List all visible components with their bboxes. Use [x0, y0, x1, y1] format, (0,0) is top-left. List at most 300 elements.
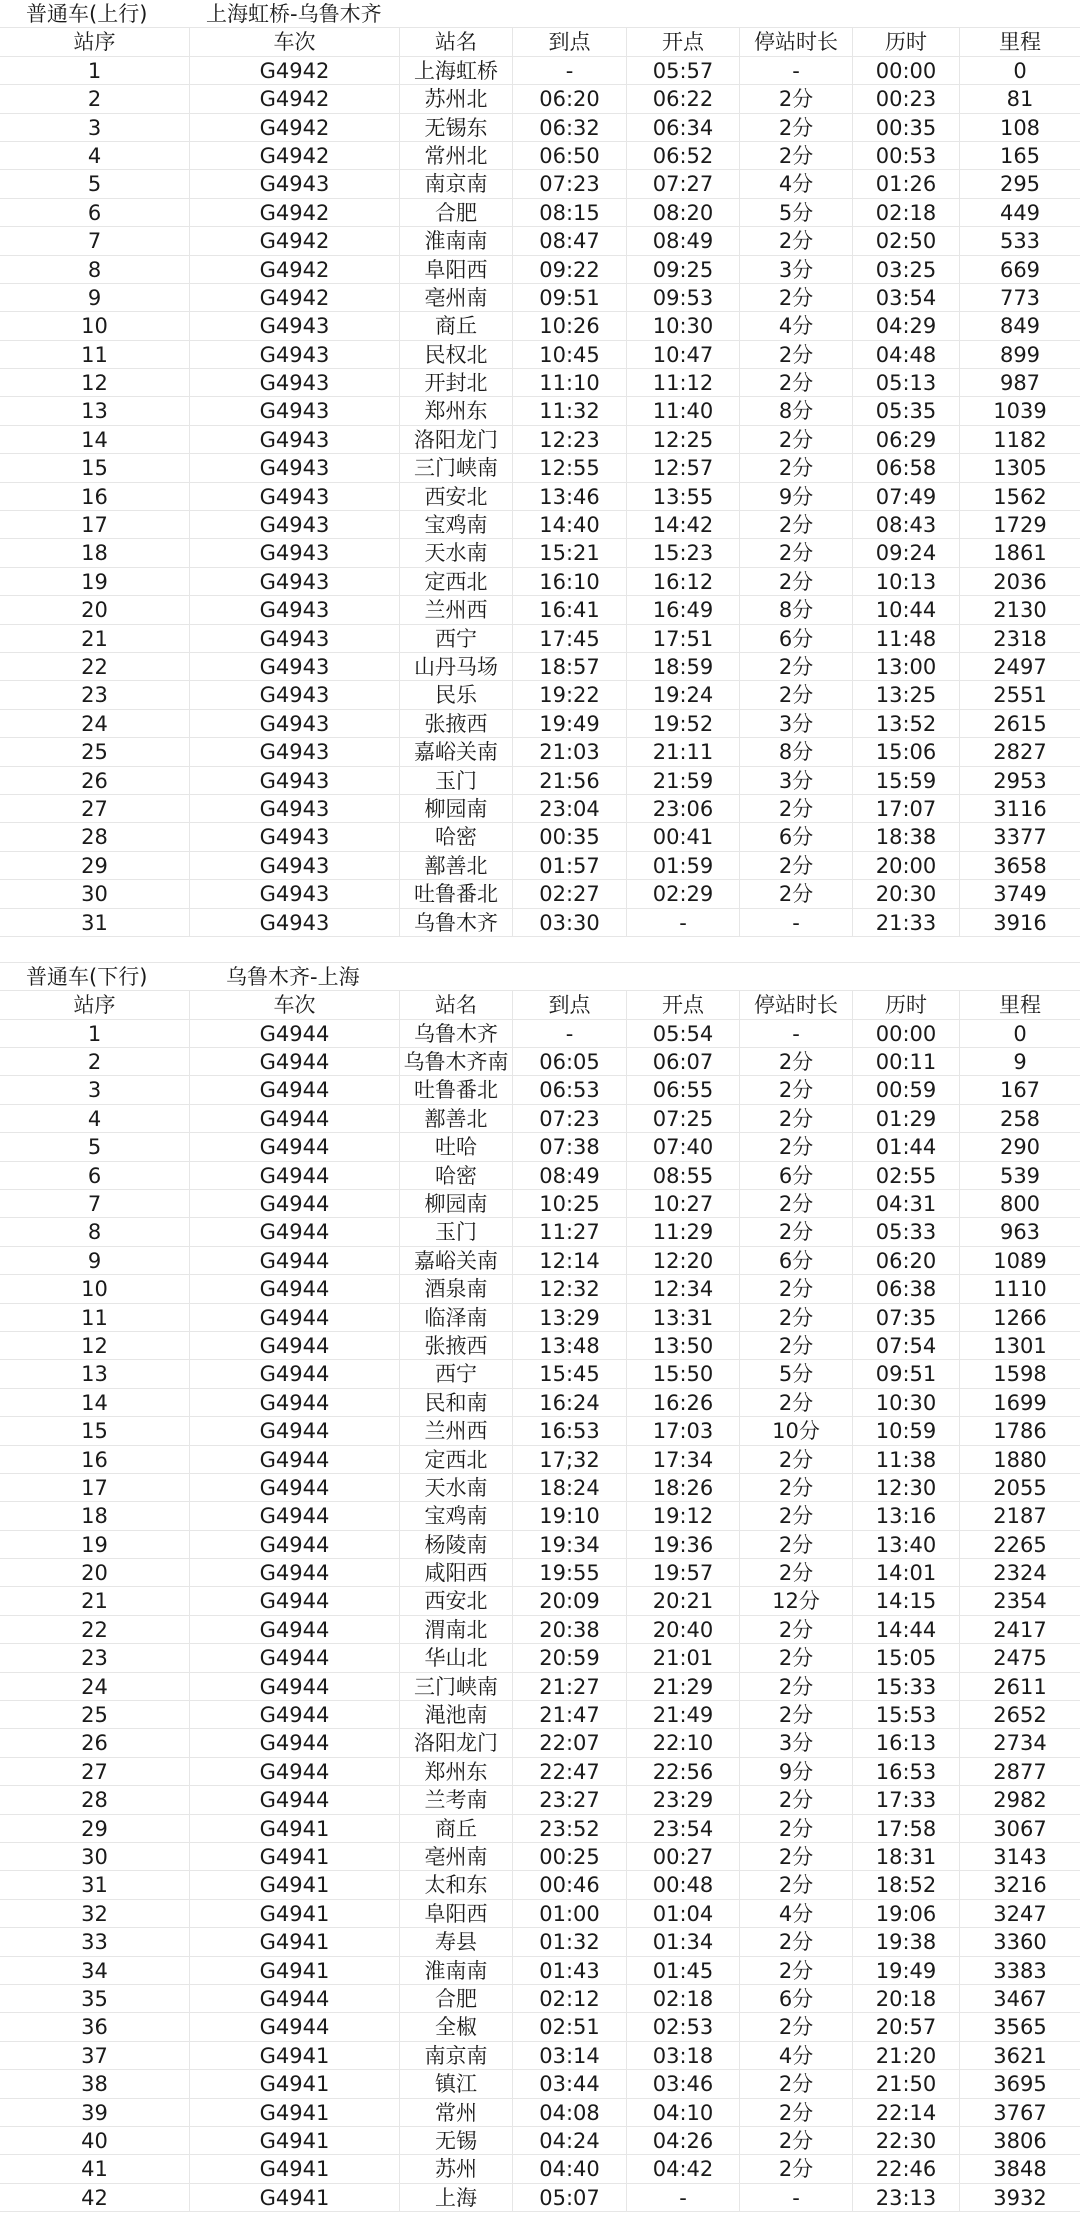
- depart-cell: 10:47: [627, 341, 740, 368]
- elapsed-cell: 15:06: [853, 738, 960, 765]
- table-row: [0, 1076, 1080, 1104]
- stop-cell: 12分: [740, 1587, 853, 1614]
- arrive-cell: 06:32: [513, 114, 627, 141]
- depart-cell: 06:55: [627, 1076, 740, 1103]
- elapsed-cell: 18:38: [853, 823, 960, 850]
- elapsed-cell: 08:43: [853, 511, 960, 538]
- arrive-cell: 07:38: [513, 1133, 627, 1160]
- arrive-cell: 12:32: [513, 1275, 627, 1302]
- table-row: [0, 2070, 1080, 2098]
- station-cell: 渭南北: [400, 1616, 513, 1643]
- train-cell: G4941: [190, 2099, 400, 2126]
- station-cell: 常州: [400, 2099, 513, 2126]
- distance-cell: 2475: [993, 1646, 1047, 1671]
- elapsed-cell: 19:49: [853, 1957, 960, 1984]
- distance-cell: 3658: [993, 853, 1047, 878]
- station-cell: 合肥: [400, 1985, 513, 2012]
- depart-cell: 22:10: [627, 1729, 740, 1756]
- table-row: [0, 312, 1080, 340]
- train-cell: G4944: [190, 1502, 400, 1529]
- distance-cell: 2318: [993, 626, 1047, 651]
- stop-cell: 2分: [740, 539, 853, 566]
- table-row: [0, 2013, 1080, 2041]
- train-cell: G4944: [190, 1162, 400, 1189]
- depart-cell: 20:40: [627, 1616, 740, 1643]
- distance-cell: 3916: [993, 910, 1047, 935]
- station-cell: 乌鲁木齐: [400, 1020, 513, 1047]
- train-cell: G4943: [190, 511, 400, 538]
- arrive-cell: 06:20: [513, 85, 627, 112]
- station-cell: 三门峡南: [400, 454, 513, 481]
- train-cell: G4944: [190, 1446, 400, 1473]
- header-cell: 站序: [0, 28, 190, 55]
- depart-cell: 20:21: [627, 1587, 740, 1614]
- train-cell: G4941: [190, 2070, 400, 2097]
- seq-cell: 1: [0, 57, 190, 84]
- station-cell: 上海虹桥: [400, 57, 513, 84]
- elapsed-cell: 19:06: [853, 1900, 960, 1927]
- table-row: [0, 710, 1080, 738]
- depart-cell: 09:25: [627, 256, 740, 283]
- elapsed-cell: 02:55: [853, 1162, 960, 1189]
- distance-cell: 1861: [993, 541, 1047, 566]
- arrive-cell: 13:46: [513, 483, 627, 510]
- stop-cell: 2分: [740, 1502, 853, 1529]
- stop-cell: 2分: [740, 568, 853, 595]
- distance-cell: 533: [999, 229, 1041, 254]
- table-row: [0, 1701, 1080, 1729]
- stop-cell: 2分: [740, 426, 853, 453]
- distance-cell: 3143: [993, 1845, 1047, 1869]
- stop-cell: 4分: [740, 312, 853, 339]
- seq-cell: 25: [0, 738, 190, 765]
- distance-cell: 3360: [993, 1930, 1047, 1955]
- distance-cell: 2982: [993, 1788, 1047, 1813]
- elapsed-cell: 06:29: [853, 426, 960, 453]
- stop-cell: 2分: [740, 284, 853, 311]
- station-cell: 山丹马场: [400, 653, 513, 680]
- elapsed-cell: 13:25: [853, 681, 960, 708]
- stop-cell: 2分: [740, 1957, 853, 1984]
- distance-cell: 800: [999, 1192, 1041, 1217]
- arrive-cell: 12:55: [513, 454, 627, 481]
- train-cell: G4941: [190, 2042, 400, 2069]
- table-row: [0, 1020, 1080, 1048]
- distance-cell: 108: [999, 115, 1041, 140]
- depart-cell: 22:56: [627, 1758, 740, 1785]
- depart-cell: 00:48: [627, 1871, 740, 1898]
- station-cell: 南京南: [400, 170, 513, 197]
- train-cell: G4941: [190, 2184, 400, 2211]
- arrive-cell: 13:48: [513, 1332, 627, 1359]
- table-row: [0, 2155, 1080, 2183]
- arrive-cell: 01:32: [513, 1928, 627, 1955]
- seq-cell: 23: [0, 1644, 190, 1671]
- station-cell: 吐鲁番北: [400, 1076, 513, 1103]
- elapsed-cell: 02:50: [853, 227, 960, 254]
- arrive-cell: 23:52: [513, 1815, 627, 1842]
- arrive-cell: 02:51: [513, 2013, 627, 2040]
- distance-cell: 3377: [993, 825, 1047, 850]
- train-cell: G4943: [190, 312, 400, 339]
- train-cell: G4944: [190, 1133, 400, 1160]
- distance-cell: 2953: [993, 768, 1047, 793]
- seq-cell: 8: [0, 1218, 190, 1245]
- station-cell: 商丘: [400, 312, 513, 339]
- distance-cell: 3848: [993, 2157, 1047, 2182]
- elapsed-cell: 11:38: [853, 1446, 960, 1473]
- seq-cell: 16: [0, 1446, 190, 1473]
- station-cell: 无锡: [400, 2127, 513, 2154]
- station-cell: 开封北: [400, 369, 513, 396]
- seq-cell: 25: [0, 1701, 190, 1728]
- arrive-cell: 09:51: [513, 284, 627, 311]
- table-row: [0, 823, 1080, 851]
- arrive-cell: 13:29: [513, 1304, 627, 1331]
- down-table-body: [0, 1020, 1080, 2212]
- arrive-cell: 22:07: [513, 1729, 627, 1756]
- table-row: [0, 1190, 1080, 1218]
- stop-cell: 2分: [740, 1048, 853, 1075]
- seq-cell: 42: [0, 2184, 190, 2211]
- arrive-cell: 21:47: [513, 1701, 627, 1728]
- station-cell: 兰考南: [400, 1786, 513, 1813]
- header-cell: 车次: [190, 28, 400, 55]
- elapsed-cell: 03:54: [853, 284, 960, 311]
- distance-cell: 1301: [993, 1333, 1047, 1358]
- stop-cell: 6分: [740, 1247, 853, 1274]
- arrive-cell: -: [513, 57, 627, 84]
- distance-cell: 2265: [993, 1532, 1047, 1557]
- depart-cell: 01:59: [627, 852, 740, 879]
- station-cell: 南京南: [400, 2042, 513, 2069]
- seq-cell: 8: [0, 256, 190, 283]
- elapsed-cell: 04:29: [853, 312, 960, 339]
- elapsed-cell: 05:35: [853, 397, 960, 424]
- stop-cell: -: [740, 909, 853, 936]
- train-cell: G4943: [190, 397, 400, 424]
- station-cell: 寿县: [400, 1928, 513, 1955]
- station-cell: 无锡东: [400, 114, 513, 141]
- stop-cell: 2分: [740, 1531, 853, 1558]
- arrive-cell: 08:15: [513, 199, 627, 226]
- elapsed-cell: 07:35: [853, 1304, 960, 1331]
- station-cell: 渑池南: [400, 1701, 513, 1728]
- table-row: [0, 57, 1080, 85]
- stop-cell: 2分: [740, 1701, 853, 1728]
- table-row: [0, 1360, 1080, 1388]
- train-cell: G4942: [190, 142, 400, 169]
- depart-cell: 00:41: [627, 823, 740, 850]
- arrive-cell: 23:27: [513, 1786, 627, 1813]
- distance-cell: 3565: [993, 2015, 1047, 2040]
- depart-cell: 04:42: [627, 2155, 740, 2182]
- station-cell: 临泽南: [400, 1304, 513, 1331]
- table-row: [0, 2184, 1080, 2212]
- depart-cell: 21:49: [627, 1701, 740, 1728]
- station-cell: 阜阳西: [400, 256, 513, 283]
- train-cell: G4942: [190, 57, 400, 84]
- elapsed-cell: 20:57: [853, 2013, 960, 2040]
- table-row: [0, 454, 1080, 482]
- stop-cell: 2分: [740, 1673, 853, 1700]
- elapsed-cell: 21:50: [853, 2070, 960, 2097]
- up-title-row: [0, 0, 1080, 28]
- station-cell: 天水南: [400, 539, 513, 566]
- header-cell: 停站时长: [740, 991, 853, 1018]
- arrive-cell: 01:00: [513, 1900, 627, 1927]
- station-cell: 西安北: [400, 1587, 513, 1614]
- elapsed-cell: 15:05: [853, 1644, 960, 1671]
- distance-cell: 0: [1013, 58, 1027, 83]
- train-cell: G4941: [190, 1815, 400, 1842]
- seq-cell: 15: [0, 1417, 190, 1444]
- distance-cell: 1729: [993, 513, 1047, 538]
- elapsed-cell: 22:46: [853, 2155, 960, 2182]
- station-cell: 镇江: [400, 2070, 513, 2097]
- arrive-cell: 06:05: [513, 1048, 627, 1075]
- arrive-cell: 12:14: [513, 1247, 627, 1274]
- depart-cell: 01:04: [627, 1900, 740, 1927]
- depart-cell: 19:52: [627, 710, 740, 737]
- stop-cell: 2分: [740, 369, 853, 396]
- distance-cell: 1110: [993, 1277, 1047, 1302]
- arrive-cell: 15:21: [513, 539, 627, 566]
- seq-cell: 13: [0, 1360, 190, 1387]
- table-row: [0, 1758, 1080, 1786]
- distance-cell: 258: [999, 1106, 1041, 1131]
- seq-cell: 19: [0, 1531, 190, 1558]
- seq-cell: 2: [0, 85, 190, 112]
- arrive-cell: 12:23: [513, 426, 627, 453]
- table-row: [0, 1928, 1080, 1956]
- seq-cell: 14: [0, 1389, 190, 1416]
- depart-cell: 12:25: [627, 426, 740, 453]
- distance-cell: 2734: [993, 1731, 1047, 1756]
- stop-cell: 2分: [740, 681, 853, 708]
- seq-cell: 6: [0, 199, 190, 226]
- table-row: [0, 1417, 1080, 1445]
- train-cell: G4941: [190, 1871, 400, 1898]
- depart-cell: 18:26: [627, 1474, 740, 1501]
- arrive-cell: 16:24: [513, 1389, 627, 1416]
- table-row: [0, 1729, 1080, 1757]
- elapsed-cell: 11:48: [853, 625, 960, 652]
- seq-cell: 38: [0, 2070, 190, 2097]
- seq-cell: 13: [0, 397, 190, 424]
- depart-cell: 05:54: [627, 1020, 740, 1047]
- seq-cell: 23: [0, 681, 190, 708]
- table-row: [0, 227, 1080, 255]
- station-cell: 常州北: [400, 142, 513, 169]
- seq-cell: 30: [0, 880, 190, 907]
- header-cell: 站名: [400, 991, 513, 1018]
- depart-cell: 01:34: [627, 1928, 740, 1955]
- table-row: [0, 284, 1080, 312]
- elapsed-cell: 12:30: [853, 1474, 960, 1501]
- arrive-cell: 19:10: [513, 1502, 627, 1529]
- table-row: [0, 1133, 1080, 1161]
- arrive-cell: 14:40: [513, 511, 627, 538]
- distance-cell: 1182: [993, 427, 1047, 452]
- seq-cell: 4: [0, 1105, 190, 1132]
- station-cell: 兰州西: [400, 1417, 513, 1444]
- seq-cell: 5: [0, 1133, 190, 1160]
- station-cell: 兰州西: [400, 596, 513, 623]
- train-cell: G4944: [190, 1389, 400, 1416]
- depart-cell: 03:46: [627, 2070, 740, 2097]
- arrive-cell: 17:45: [513, 625, 627, 652]
- station-cell: 华山北: [400, 1644, 513, 1671]
- distance-cell: 1039: [993, 399, 1047, 424]
- station-cell: 淮南南: [400, 227, 513, 254]
- train-cell: G4943: [190, 909, 400, 936]
- stop-cell: 8分: [740, 738, 853, 765]
- depart-cell: 01:45: [627, 1957, 740, 1984]
- train-cell: G4944: [190, 1474, 400, 1501]
- train-cell: G4944: [190, 1020, 400, 1047]
- station-cell: 洛阳龙门: [400, 426, 513, 453]
- train-cell: G4944: [190, 1360, 400, 1387]
- elapsed-cell: 20:18: [853, 1985, 960, 2012]
- table-row: [0, 681, 1080, 709]
- distance-cell: 1598: [993, 1362, 1047, 1387]
- distance-cell: 987: [999, 371, 1041, 396]
- elapsed-cell: 13:40: [853, 1531, 960, 1558]
- arrive-cell: 18:57: [513, 653, 627, 680]
- stop-cell: 6分: [740, 1985, 853, 2012]
- header-cell: 站名: [400, 28, 513, 55]
- distance-cell: 2130: [993, 598, 1047, 623]
- stop-cell: 2分: [740, 1218, 853, 1245]
- depart-cell: 19:57: [627, 1559, 740, 1586]
- arrive-cell: 02:27: [513, 880, 627, 907]
- arrive-cell: 18:24: [513, 1474, 627, 1501]
- seq-cell: 10: [0, 1275, 190, 1302]
- depart-cell: 11:40: [627, 397, 740, 424]
- seq-cell: 16: [0, 483, 190, 510]
- depart-cell: 13:50: [627, 1332, 740, 1359]
- distance-cell: 3932: [993, 2185, 1047, 2210]
- train-cell: G4944: [190, 1417, 400, 1444]
- table-row: [0, 1446, 1080, 1474]
- distance-cell: 1266: [993, 1305, 1047, 1330]
- depart-cell: 06:07: [627, 1048, 740, 1075]
- depart-cell: 08:49: [627, 227, 740, 254]
- seq-cell: 4: [0, 142, 190, 169]
- arrive-cell: 21:27: [513, 1673, 627, 1700]
- header-cell: 历时: [853, 28, 960, 55]
- header-cell: 里程: [999, 30, 1041, 55]
- elapsed-cell: 16:53: [853, 1758, 960, 1785]
- seq-cell: 21: [0, 625, 190, 652]
- up-header-row: [0, 28, 1080, 56]
- train-cell: G4944: [190, 1076, 400, 1103]
- table-row: [0, 909, 1080, 937]
- depart-cell: 21:11: [627, 738, 740, 765]
- down-direction-label: 普通车(下行): [26, 964, 148, 989]
- table-row: [0, 199, 1080, 227]
- seq-cell: 7: [0, 227, 190, 254]
- train-cell: G4942: [190, 227, 400, 254]
- station-cell: 西宁: [400, 625, 513, 652]
- table-row: [0, 1843, 1080, 1871]
- train-cell: G4943: [190, 852, 400, 879]
- seq-cell: 2: [0, 1048, 190, 1075]
- train-cell: G4944: [190, 1105, 400, 1132]
- seq-cell: 24: [0, 1673, 190, 1700]
- seq-cell: 3: [0, 114, 190, 141]
- table-row: [0, 1673, 1080, 1701]
- train-cell: G4943: [190, 170, 400, 197]
- station-cell: 阜阳西: [400, 1900, 513, 1927]
- distance-cell: 669: [999, 257, 1041, 282]
- station-cell: 嘉峪关南: [400, 738, 513, 765]
- distance-cell: 3383: [993, 1958, 1047, 1983]
- station-cell: 张掖西: [400, 710, 513, 737]
- elapsed-cell: 15:59: [853, 767, 960, 794]
- distance-cell: 1880: [993, 1447, 1047, 1472]
- header-cell: 到点: [513, 28, 627, 55]
- train-cell: G4943: [190, 454, 400, 481]
- arrive-cell: 01:57: [513, 852, 627, 879]
- arrive-cell: 05:07: [513, 2184, 627, 2211]
- table-row: [0, 483, 1080, 511]
- distance-cell: 295: [999, 172, 1041, 197]
- distance-cell: 1786: [993, 1419, 1047, 1444]
- depart-cell: 23:54: [627, 1815, 740, 1842]
- stop-cell: 3分: [740, 1729, 853, 1756]
- table-row: [0, 1587, 1080, 1615]
- elapsed-cell: 14:01: [853, 1559, 960, 1586]
- arrive-cell: 04:40: [513, 2155, 627, 2182]
- seq-cell: 12: [0, 369, 190, 396]
- train-cell: G4943: [190, 483, 400, 510]
- arrive-cell: 11:10: [513, 369, 627, 396]
- distance-cell: 9: [1013, 1050, 1027, 1075]
- arrive-cell: 22:47: [513, 1758, 627, 1785]
- train-cell: G4943: [190, 596, 400, 623]
- seq-cell: 11: [0, 1304, 190, 1331]
- seq-cell: 32: [0, 1900, 190, 1927]
- arrive-cell: 10:45: [513, 341, 627, 368]
- distance-cell: 165: [999, 143, 1041, 168]
- stop-cell: -: [740, 2184, 853, 2211]
- distance-cell: 899: [999, 342, 1041, 367]
- depart-cell: 17:34: [627, 1446, 740, 1473]
- station-cell: 乌鲁木齐: [400, 909, 513, 936]
- stop-cell: 2分: [740, 454, 853, 481]
- stop-cell: 6分: [740, 823, 853, 850]
- station-cell: 哈密: [400, 1162, 513, 1189]
- station-cell: 郑州东: [400, 397, 513, 424]
- station-cell: 苏州北: [400, 85, 513, 112]
- table-row: [0, 653, 1080, 681]
- seq-cell: 17: [0, 1474, 190, 1501]
- arrive-cell: 23:04: [513, 795, 627, 822]
- seq-cell: 28: [0, 1786, 190, 1813]
- table-row: [0, 426, 1080, 454]
- seq-cell: 14: [0, 426, 190, 453]
- arrive-cell: 11:32: [513, 397, 627, 424]
- stop-cell: 2分: [740, 1105, 853, 1132]
- train-cell: G4944: [190, 1190, 400, 1217]
- distance-cell: 2551: [993, 683, 1047, 708]
- stop-cell: 2分: [740, 795, 853, 822]
- train-cell: G4944: [190, 1644, 400, 1671]
- table-row: [0, 256, 1080, 284]
- train-cell: G4943: [190, 823, 400, 850]
